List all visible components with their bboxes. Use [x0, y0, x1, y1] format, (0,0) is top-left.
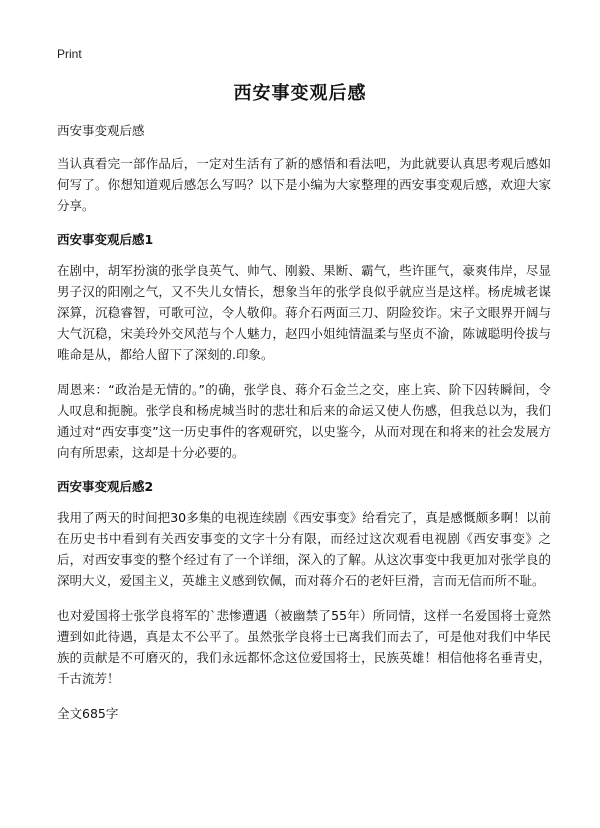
section-paragraph: 在剧中，胡军扮演的张学良英气、帅气、刚毅、果断、霸气，些许匪气，豪爽伟岸，尽显男子汉的阳刚之气，又不失儿女情长，想象当年的张学良似乎就应当是这样。杨虎城老谋深算，沉稳睿智，可歌可泣，令人敬仰。蒋介石两面三刀、阴险狡诈。宋子文眼界开阔与大气沉稳，宋美玲外交风范与个人魅力，赵四小姐纯情温柔与坚贞不渝，陈诚聪明伶拔与唯命是从，都给人留下了深刻的.印象。	[57, 263, 551, 362]
document-title: 西安事变观后感	[233, 83, 367, 104]
section-paragraph: 也对爱国将士张学良将军的`悲惨遭遇（被幽禁了55年）所同情，这样一名爱国将士竟然遭到如此待遇，真是太不公平了。虽然张学良将士已离我们而去了，可是他对我们中华民族的贡献是不可磨灭的，我们永远都怀念这位爱国将士，民族英雄！相信他将名垂青史，千古流芳！	[57, 608, 551, 686]
section-heading: 西安事变观后感2	[57, 479, 154, 494]
intro-paragraph: 当认真看完一部作品后，一定对生活有了新的感悟和看法吧，为此就要认真思考观后感如何写了。你想知道观后感怎么写吗？以下是小编为大家整理的西安事变观后感，欢迎大家分享。	[57, 156, 551, 213]
document-body	[57, 120, 551, 738]
section-heading: 西安事变观后感1	[57, 232, 154, 247]
print-link[interactable]: Print	[57, 47, 82, 61]
section-paragraph: 我用了两天的时间把30多集的电视连续剧《西安事变》给看完了，真是感慨颇多啊！以前在历史书中看到有关西安事变的文字十分有限，而经过这次观看电视剧《西安事变》之后，对西安事变的整个经过有了一个详细，深入的了解。从这次事变中我更加对张学良的深明大义，爱国主义，英雄主义感到钦佩，而对蒋介石的老奸巨滑，言而无信而所不耻。	[57, 510, 551, 588]
section-paragraph: 周恩来：“政治是无情的。”的确，张学良、蒋介石金兰之交，座上宾、阶下囚转瞬间，令人叹息和扼腕。张学良和杨虎城当时的悲壮和后来的命运又使人伤感，但我总以为，我们通过对“西安事变”这一历史事件的客观研究，以史鉴今，从而对现在和将来的社会发展方向有所思索，这却是十分必要的。	[57, 382, 551, 460]
word-count: 全文685字	[57, 706, 119, 721]
document-subtitle: 西安事变观后感	[57, 123, 145, 138]
